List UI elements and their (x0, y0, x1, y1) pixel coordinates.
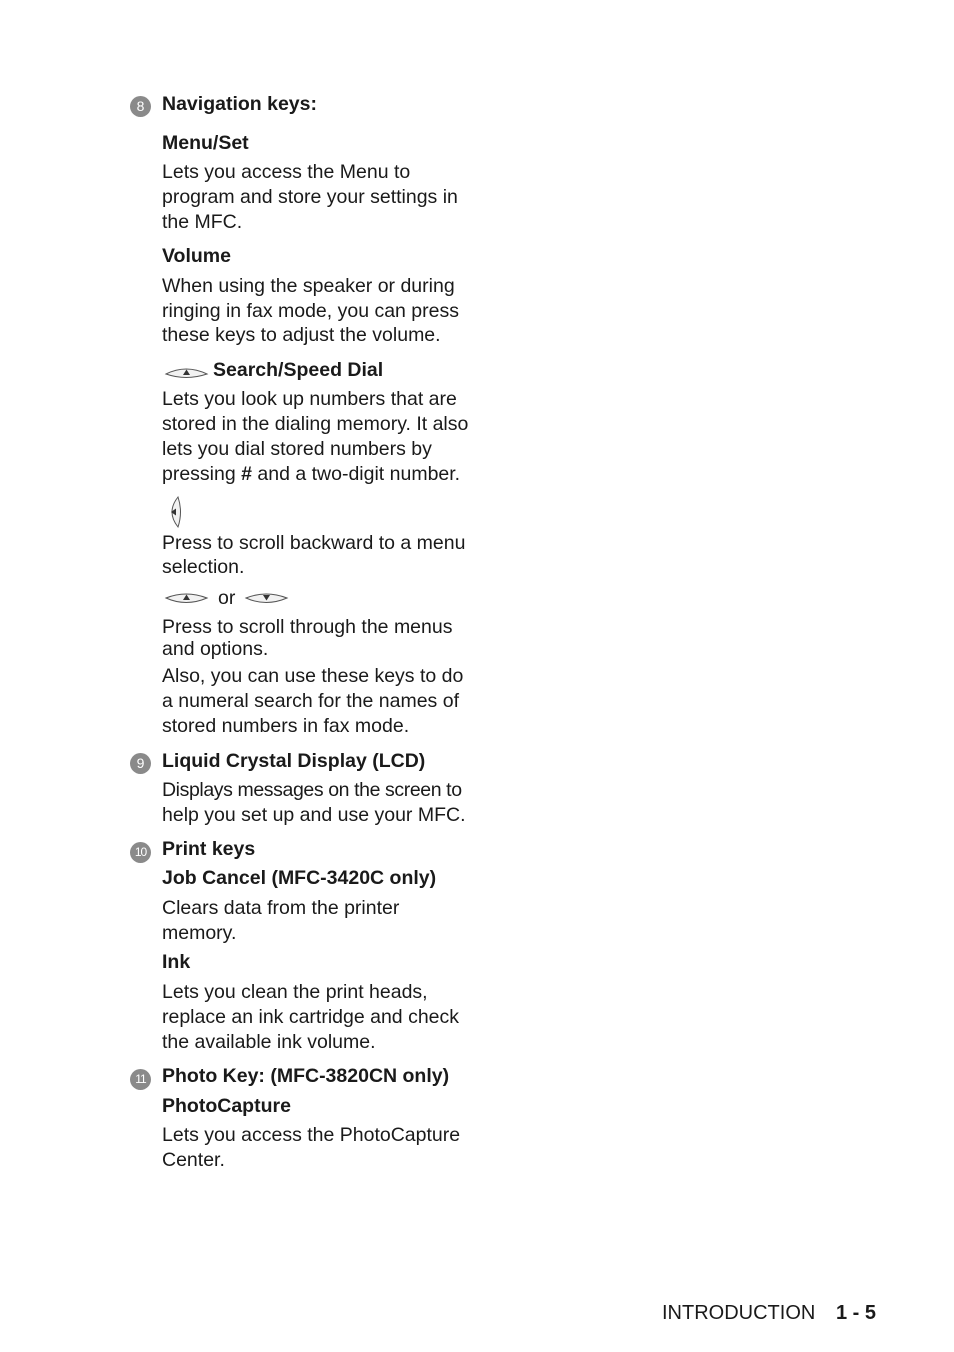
lcd-text-line: help you set up and use your MFC. (162, 804, 466, 826)
item-number-badge-9: 9 (130, 753, 151, 774)
lcd-text-line: Displays messages on the screen to (162, 779, 462, 801)
section-heading-lcd: Liquid Crystal Display (LCD) (162, 750, 426, 772)
up-arrow-key-icon (164, 362, 209, 381)
updown-text-line: Also, you can use these keys to do (162, 665, 464, 687)
menu-set-text-line: program and store your settings in (162, 186, 458, 208)
volume-text-line: ringing in fax mode, you can press (162, 300, 459, 322)
section-heading-print-keys: Print keys (162, 838, 256, 860)
menu-set-text-line: Lets you access the Menu to (162, 161, 411, 183)
search-text-line: Lets you look up numbers that are (162, 388, 457, 410)
search-text-line: pressing # and a two-digit number. (162, 463, 461, 485)
up-arrow-key-icon (164, 589, 209, 608)
ink-text-line: replace an ink cartridge and check (162, 1006, 460, 1028)
subheading-ink: Ink (162, 951, 191, 973)
search-text-line: lets you dial stored numbers by (162, 438, 432, 460)
down-arrow-key-icon (244, 589, 289, 608)
job-cancel-text-line: memory. (162, 922, 237, 944)
search-text-line: stored in the dialing memory. It also (162, 413, 469, 435)
subheading-photocapture: PhotoCapture (162, 1095, 291, 1117)
left-arrow-key-icon (164, 495, 184, 529)
subheading-volume: Volume (162, 245, 231, 267)
footer-page-number: 1 - 5 (836, 1302, 877, 1324)
menu-set-text-line: the MFC. (162, 211, 243, 233)
subheading-search-speed-dial: Search/Speed Dial (213, 359, 384, 381)
updown-text-line: stored numbers in fax mode. (162, 715, 410, 737)
subheading-job-cancel: Job Cancel (MFC-3420C only) (162, 867, 437, 889)
item-number-badge-11: 11 (130, 1069, 151, 1090)
ink-text-line: the available ink volume. (162, 1031, 376, 1053)
subheading-menu-set: Menu/Set (162, 132, 249, 154)
job-cancel-text-line: Clears data from the printer (162, 897, 400, 919)
section-heading-navigation-keys: Navigation keys: (162, 93, 317, 115)
ink-text-line: Lets you clean the print heads, (162, 981, 428, 1003)
item-number-badge-10: 10 (130, 842, 151, 863)
left-key-text-line: Press to scroll backward to a menu (162, 532, 466, 554)
footer-chapter-title: INTRODUCTION (662, 1302, 816, 1324)
volume-text-line: these keys to adjust the volume. (162, 324, 441, 346)
updown-text-line: a numeral search for the names of (162, 690, 459, 712)
photocapture-text-line: Lets you access the PhotoCapture (162, 1124, 461, 1146)
or-connector-text: or (218, 587, 236, 609)
volume-text-line: When using the speaker or during (162, 275, 455, 297)
section-heading-photo-key: Photo Key: (MFC-3820CN only) (162, 1065, 450, 1087)
updown-text-line: Press to scroll through the menus (162, 616, 453, 638)
left-key-text-line: selection. (162, 556, 245, 578)
photocapture-text-line: Center. (162, 1149, 225, 1171)
item-number-badge-8: 8 (130, 96, 151, 117)
updown-text-line: and options. (162, 638, 269, 660)
